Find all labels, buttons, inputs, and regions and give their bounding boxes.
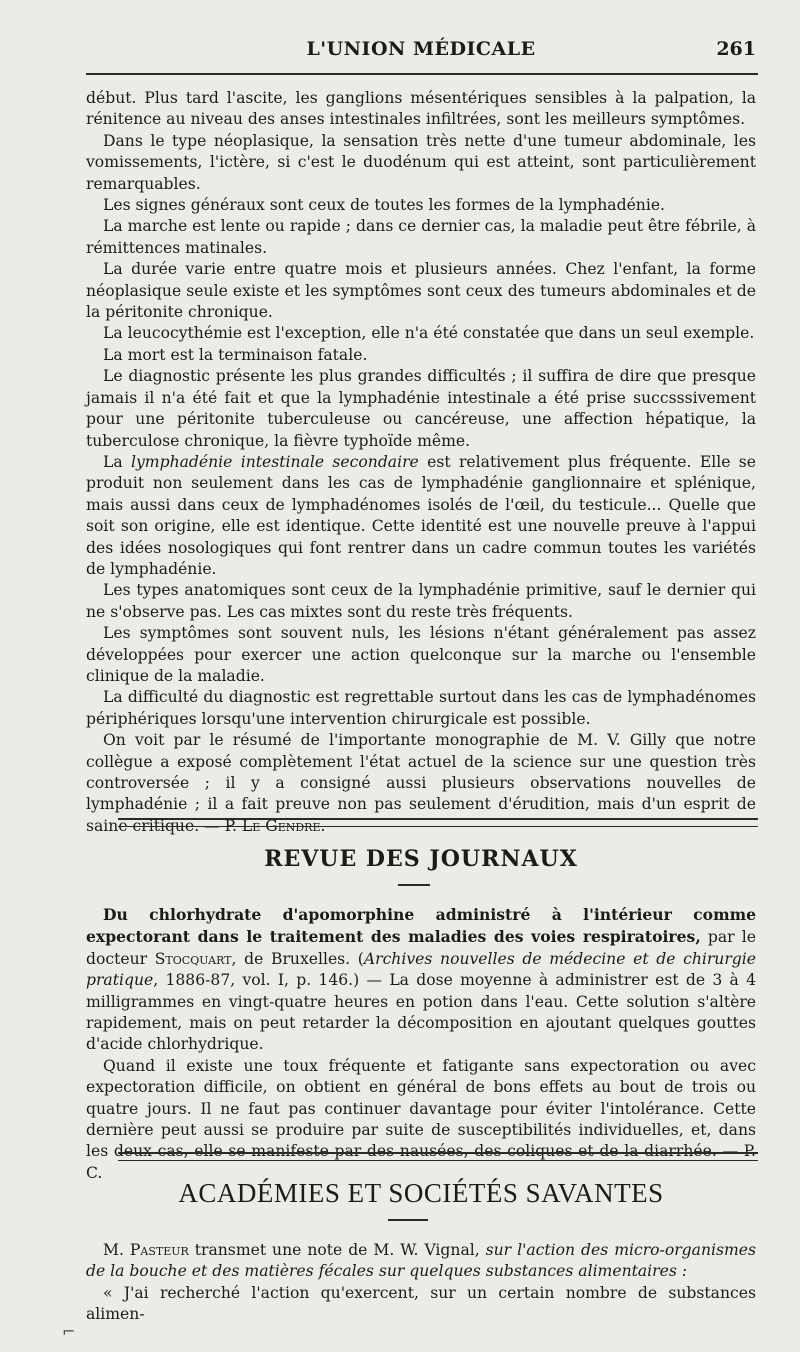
text: On voit par le résumé de l'importante monographie de M. V. Gilly que notre collègue a exposé complètement l'état actuel de la science sur une question très controversée ; il y a consigné aussi plusieurs observations nouvelles de lymphadénie ; il a fait preuve non pas seulement d'érudition, mais d'un esprit de saine critique. — P.	[86, 731, 756, 835]
article-title: Du chlorhydrate d'apomorphine administré à l'intérieur comme expectorant dans le traitement des maladies des voies respiratoires,	[86, 905, 756, 947]
paragraph: Quand il existe une toux fréquente et fatigante sans expectoration ou avec expectoration difficile, on obtient en général de bons effets au bout de trois ou quatre jours. Il ne faut pas continuer davantage pour éviter l'intolérance. Cette dernière peut aussi se produire par suite de susceptibilités individuelles, et, dans les deux cas, elle se manifeste par des nausées, des coliques et de la diarrhée. — P. C.	[86, 1056, 756, 1182]
paragraph: La mort est la terminaison fatale.	[103, 345, 368, 364]
text: transmet une note de M. W. Vignal,	[188, 1241, 486, 1259]
title-underline	[388, 1219, 428, 1221]
text: M.	[103, 1241, 130, 1259]
paragraph: Dans le type néoplasique, la sensation très nette d'une tumeur abdominale, les vomissements, l'ictère, si c'est le duodénum qui est atteint, sont particulièrement remarquables.	[86, 131, 756, 193]
text: , 1886-87, vol. I, p. 146.) — La dose moyenne à administrer est de 3 à 4 milligrammes en vingt-quatre heures en potion dans l'eau. Cette solution s'altère rapidement, mais on peut retarder la décomposition en ajoutant quelques gouttes d'acide chlorhydrique.	[86, 971, 756, 1054]
emphasis: lymphadénie intestinale secondaire	[131, 452, 419, 471]
academies-body	[86, 1240, 756, 1326]
paragraph: La difficulté du diagnostic est regrettable surtout dans les cas de lymphadénomes périphériques lorsqu'une intervention chirurgicale est possible.	[86, 688, 756, 728]
revue-article	[86, 904, 756, 1056]
paragraph: Les types anatomiques sont ceux de la lymphadénie primitive, sauf le dernier qui ne s'observe pas. Les cas mixtes sont du reste très fréquents.	[86, 581, 756, 621]
text: La	[103, 452, 132, 471]
paragraph: « J'ai recherché l'action qu'exercent, sur un certain nombre de substances alimen-	[86, 1283, 756, 1324]
person-name: Pasteur	[129, 1241, 189, 1259]
academies-paragraph	[86, 1240, 756, 1283]
signature: Le Gendre.	[241, 816, 326, 835]
running-title: L'UNION MÉDICALE	[306, 38, 536, 60]
paragraph: Le diagnostic présente les plus grandes difficultés ; il suffira de dire que presque jamais il n'a été fait et que la lymphadénie intestinale a été prise succsssivement pour une péritonite tuberculeuse ou cancéreuse, une affection hépatique, la tuberculose chronique, la fièvre typhoïde même.	[86, 367, 756, 450]
note-title: sur l'action des micro-organismes de la bouche et des matières fécales sur quelques substances alimentaires :	[86, 1241, 756, 1281]
paragraph: La marche est lente ou rapide ; dans ce dernier cas, la maladie peut être fébrile, à rémittences matinales.	[86, 217, 756, 257]
paragraph: La leucocythémie est l'exception, elle n'a été constatée que dans un seul exemple.	[103, 324, 755, 343]
paragraph: Les symptômes sont souvent nuls, les lésions n'étant généralement pas assez développées pour exercer une action quelconque sur la marche ou l'ensemble clinique de la maladie.	[86, 624, 756, 685]
author: Stocquart	[154, 949, 232, 968]
paragraph: début. Plus tard l'ascite, les ganglions mésentériques sensibles à la palpation, la rénitence au niveau des anses intestinales infiltrées, sont les meilleurs symptômes.	[86, 89, 756, 129]
revue-body	[86, 904, 756, 1184]
section-title-academies: ACADÉMIES ET SOCIÉTÉS SAVANTES	[178, 1178, 664, 1208]
text: , de Bruxelles. (	[231, 949, 364, 968]
paragraph: La durée varie entre quatre mois et plusieurs années. Chez l'enfant, la forme néoplasique seule existe et les symptômes sont ceux des tumeurs abdominales et de la péritonite chronique.	[86, 260, 756, 322]
paragraph: Les signes généraux sont ceux de toutes les formes de la lymphadénie.	[103, 196, 666, 215]
section-divider	[118, 818, 758, 827]
margin-mark: ⌐	[62, 1322, 76, 1341]
page-number: 261	[716, 38, 756, 60]
section-divider	[118, 1152, 758, 1161]
text: est relativement plus fréquente. Elle se produit non seulement dans les cas de lymphadénie ganglionnaire et splénique, mais aussi dans ceux de lymphadénomes isolés de l'œil, du testicule... Quelle que soit son origine, elle est identique. Cette identité est une nouvelle preuve à l'appui des idées nosologiques qui font rentrer dans un cadre commun toutes les variétés de lymphadénie.	[86, 452, 757, 578]
paragraph-secondary	[86, 452, 756, 580]
text: par le docteur	[86, 928, 756, 968]
title-underline	[398, 884, 430, 886]
page-header	[86, 34, 756, 68]
journal-title: Archives nouvelles de médecine et de chirurgie pratique	[86, 949, 756, 990]
section-title-revue: REVUE DES JOURNAUX	[264, 846, 578, 872]
header-rule	[86, 73, 758, 75]
lymphadenie-review-body	[86, 88, 756, 837]
